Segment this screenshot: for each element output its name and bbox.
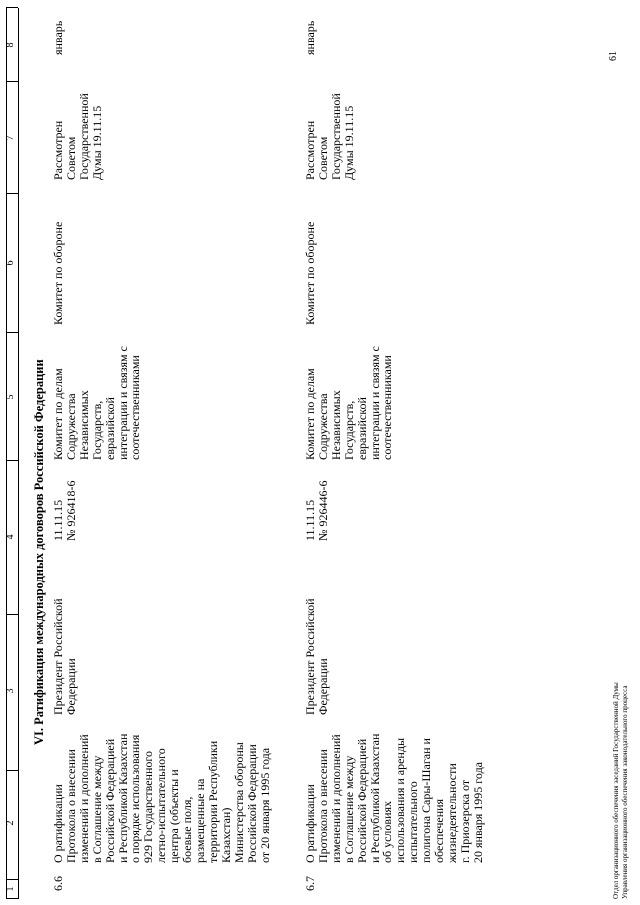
row-committee: Комитет по делам Содружества Независимых Государств, евразийской интеграции и связям с соотечественниками [51,346,143,460]
header-bottom-border [18,8,19,899]
column-number: 3 [5,688,16,694]
row-status: Рассмотрен Советом Государственной Думы 19.11.15 [303,93,356,180]
column-number: 4 [5,534,16,540]
column-number: 1 [5,886,16,892]
col-divider [6,770,18,771]
column-number: 8 [5,42,16,48]
row-co-committee: Комитет по обороне [51,221,65,325]
column-number: 6 [5,260,16,266]
row-initiator: Президент Российской Федерации [51,598,78,715]
row-title: О ратификации Протокола о внесении изменений и дополнений в Соглашение между Российской Федерацией и Республикой Казахстан о порядке использования 929 Государственного летно-испытательного центра (объекты и боевые поля, размещенные на территории Республики Казахстан) Министерства обороны Российской Федерации от 20 января 1995 года [51,733,272,863]
row-date-number: 11.11.15 № 926418-6 [51,480,78,541]
row-status: Рассмотрен Советом Государственной Думы 19.11.15 [51,93,104,180]
row-period: январь [303,20,317,55]
col-divider [6,81,18,82]
footer-line: Управления организационного обеспечения законодательного процесса [621,685,629,899]
row-period: январь [51,20,65,55]
column-number: 5 [5,394,16,400]
row-date-number: 11.11.15 № 926446-6 [303,480,330,541]
col-divider [6,7,18,8]
col-divider [6,898,18,899]
section-title: VI. Ратификация международных договоров Российской Федерации [32,359,46,745]
row-number: 6.6 [51,876,65,891]
row-title: О ратификации Протокола о внесении изменений и дополнений в Соглашение между Российской Федерацией и Республикой Казахстан об условиях использования и аренды испытательного полигона Сары-Шаган и обеспечения жизнедеятельности г. Приозерска от 20 января 1995 года [303,733,485,863]
col-divider [6,879,18,880]
row-number: 6.7 [303,876,317,891]
col-divider [6,614,18,615]
col-divider [6,460,18,461]
row-committee: Комитет по делам Содружества Независимых Государств, евразийской интеграции и связям с соотечественниками [303,346,395,460]
page-number: 61 [608,51,619,61]
footer-line: Отдел организационного обеспечения заседаний Государственной Думы [612,682,620,899]
column-number: 7 [5,135,16,141]
column-number: 2 [5,820,16,826]
col-divider [6,332,18,333]
row-initiator: Президент Российской Федерации [303,598,330,715]
row-co-committee: Комитет по обороне [303,221,317,325]
col-divider [6,193,18,194]
